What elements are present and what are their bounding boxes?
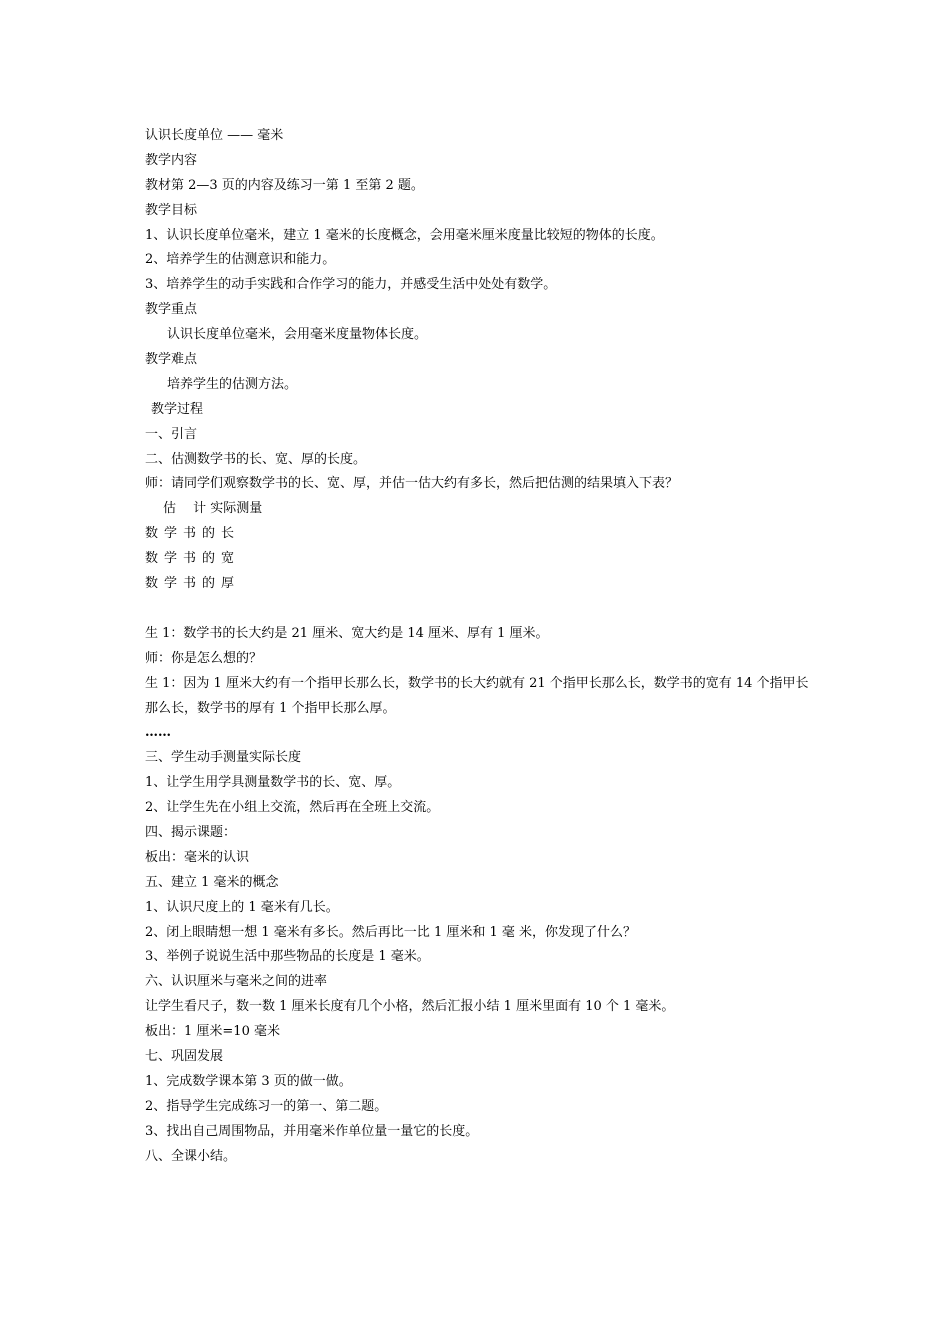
list-item: 1、完成数学课本第 3 页的做一做。: [145, 1073, 352, 1089]
teacher-line: 师：请同学们观察数学书的长、宽、厚，并估一估大约有多长，然后把估测的结果填入下表？: [145, 476, 679, 492]
document-title: 认识长度单位 —— 毫米: [145, 128, 284, 143]
ellipsis: ……: [145, 725, 171, 741]
teacher-line: 师：你是怎么想的？: [145, 650, 263, 666]
board-line: 板出：1 厘米=10 毫米: [145, 1024, 280, 1040]
goals-heading: 教学目标: [145, 202, 198, 218]
paragraph: 让学生看尺子，数一数 1 厘米长度有几个小格，然后汇报小结 1 厘米里面有 10 个 1 毫米。: [145, 999, 675, 1015]
difficulty-text: 培养学生的估测方法。: [167, 376, 298, 392]
section-heading: 七、巩固发展: [145, 1048, 224, 1064]
estimate-table-header: 估 计 实际测量: [163, 501, 263, 517]
section-heading: 三、学生动手测量实际长度: [145, 750, 302, 766]
list-item: 3、找出自己周围物品，并用毫米作单位量一量它的长度。: [145, 1123, 479, 1139]
goal-item: 3、培养学生的动手实践和合作学习的能力，并感受生活中处处有数学。: [145, 277, 557, 293]
goal-item: 2、培养学生的估测意识和能力。: [145, 252, 336, 268]
process-heading: 教学过程: [151, 401, 204, 417]
list-item: 3、举例子说说生活中那些物品的长度是 1 毫米。: [145, 949, 430, 965]
student-line: 生 1：数学书的长大约是 21 厘米、宽大约是 14 厘米、厚有 1 厘米。: [145, 625, 549, 641]
estimate-table-cell: 数学书的长: [145, 526, 241, 542]
key-heading: 教学重点: [145, 302, 198, 318]
list-item: 1、让学生用学具测量数学书的长、宽、厚。: [145, 775, 401, 791]
estimate-table-cell: 数学书的宽: [145, 551, 241, 567]
key-text: 认识长度单位毫米，会用毫米度量物体长度。: [167, 327, 428, 343]
list-item: 2、指导学生完成练习一的第一、第二题。: [145, 1098, 388, 1114]
estimate-table-cell: 数学书的厚: [145, 576, 241, 592]
section-heading: 八、全课小结。: [145, 1148, 237, 1164]
list-item: 2、闭上眼睛想一想 1 毫米有多长。然后再比一比 1 厘米和 1 毫 米，你发现了什么？: [145, 924, 637, 940]
estimate-table-row: [145, 572, 815, 597]
difficulty-heading: 教学难点: [145, 352, 198, 368]
goal-item: 1、认识长度单位毫米，建立 1 毫米的长度概念，会用毫米厘米度量比较短的物体的长度。: [145, 227, 664, 243]
blank-line: [145, 597, 815, 622]
section-heading: 二、估测数学书的长、宽、厚的长度。: [145, 451, 367, 467]
section-heading: 六、认识厘米与毫米之间的进率: [145, 974, 328, 990]
list-item: 2、让学生先在小组上交流，然后再在全班上交流。: [145, 800, 440, 816]
content-text: 教材第 2—3 页的内容及练习一第 1 至第 2 题。: [145, 177, 424, 193]
section-heading: 一、引言: [145, 426, 198, 442]
section-heading: 四、揭示课题：: [145, 824, 237, 840]
estimate-table-row: [145, 522, 815, 547]
content-heading: 教学内容: [145, 152, 198, 168]
student-line: 生 1：因为 1 厘米大约有一个指甲长那么长，数学书的长大约就有 21 个指甲长那么长，数学书的宽有 14 个指甲长那么长，数学书的厚有 1 个指甲长那么厚。: [145, 675, 809, 716]
list-item: 1、认识尺度上的 1 毫米有几长。: [145, 899, 339, 915]
section-heading: 五、建立 1 毫米的概念: [145, 874, 279, 890]
estimate-table-row: [145, 547, 815, 572]
board-line: 板出：毫米的认识: [145, 849, 250, 865]
document-page: [145, 124, 815, 1169]
